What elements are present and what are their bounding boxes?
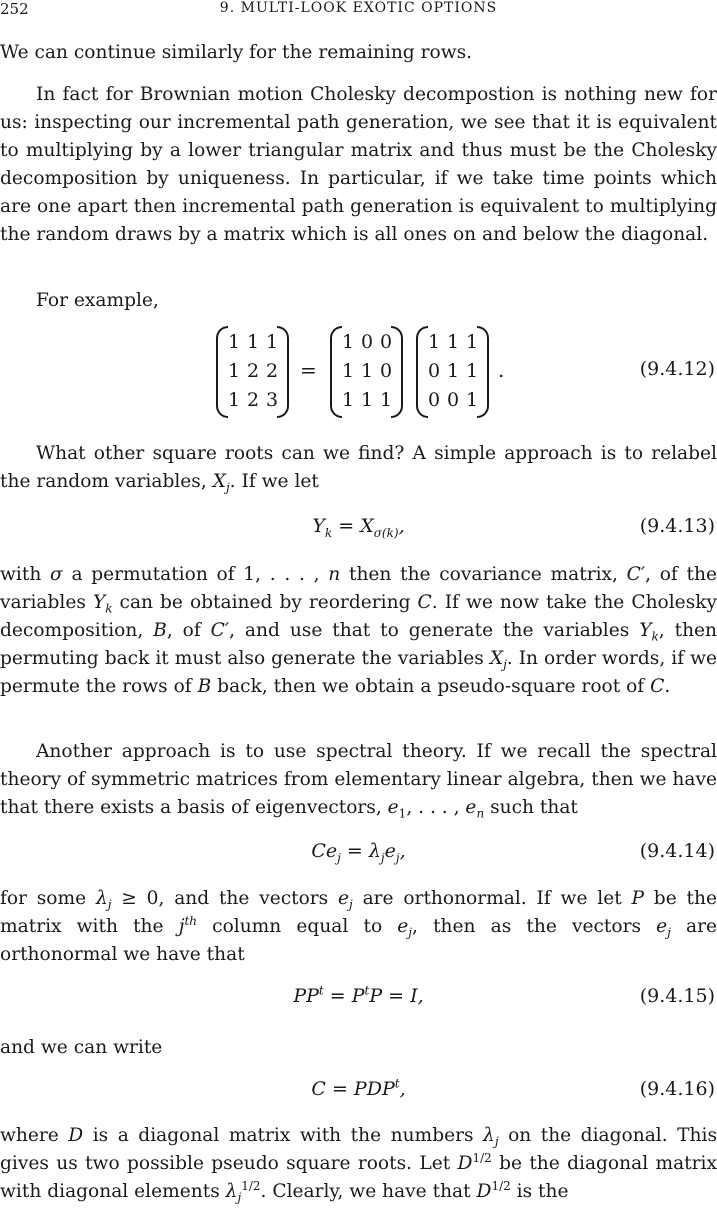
equation-9-4-15: $PP^t = P^tP = I$, (9.4.15) (293, 983, 715, 1007)
matrix-cell: 1 (342, 388, 355, 411)
matrix-cell: 1 (342, 331, 355, 354)
equation-number-9-4-12: (9.4.12) (639, 358, 715, 380)
period: . (498, 358, 505, 382)
matrix-row (342, 358, 391, 384)
matrix-row (228, 358, 277, 384)
page-number: 252 (0, 0, 29, 18)
paragraph-square-roots: What other square roots can we find? A simple approach is to relabel the random variables, $X_j$. If we let (0, 443, 717, 495)
running-title: 9. MULTI-LOOK EXOTIC OPTIONS (219, 0, 498, 16)
matrix-row (428, 387, 477, 413)
equation-number-9-4-15: (9.4.15) (639, 985, 715, 1007)
paragraph-for-example: For example, (36, 290, 159, 311)
matrix-cell: 1 (447, 359, 460, 382)
matrix-cell: 1 (228, 359, 241, 382)
paragraph-spectral: Another approach is to use spectral theory. If we recall the spectral theory of symmetric matrices from elementary linear algebra, then we have that there exists a basis of eigenvectors, $e_1$, . . . , $e_n$ such that (0, 741, 717, 821)
paragraph-diagonal: where D is a diagonal matrix with the numbers $\lambda_j$ on the diagonal. This gives us two possible pseudo square roots. Let $D^{1/2}$ be the diagonal matrix with diagonal elements $\lambda_j^{1/2}$. Clearly, we have that $D^{1/2}$ is the (0, 1125, 717, 1205)
paragraph-permutation: with σ a permutation of 1, . . . , n then the covariance matrix, C′, of the variables $Y_k$ can be obtained by reordering C. If we now take the Cholesky decomposition, B, of C′, and use that to generate the variables $Y_k$, then permuting back it must also generate the variables $X_j$. In order words, if we permute the rows of B back, then we obtain a pseudo-square root of C. (0, 564, 717, 697)
matrix-row (428, 329, 477, 355)
page-header (0, 0, 717, 22)
matrix-row (342, 329, 391, 355)
matrix-cell: 1 (266, 331, 279, 354)
matrix-cell: 1 (361, 359, 374, 382)
paragraph-we-can-write: and we can write (0, 1037, 163, 1058)
equation-9-4-13: $Y_k = X_{\sigma(k)}$, (9.4.13) (312, 515, 715, 540)
equation-number-9-4-14: (9.4.14) (639, 840, 715, 862)
matrix-row (228, 329, 277, 355)
paragraph-orthonormal: for some $\lambda_j \ge 0$, and the vectors $e_j$ are orthonormal. If we let P be the matrix with the $j^{th}$ column equal to $e_j$, then as the vectors $e_j$ are orthonormal we have that (0, 888, 717, 965)
matrix-row (228, 387, 277, 413)
matrix-cell: 1 (466, 331, 479, 354)
matrix-upper (416, 326, 489, 416)
matrix-cell: 1 (428, 331, 441, 354)
matrix-cell: 1 (247, 331, 260, 354)
matrix-cell: 0 (361, 331, 374, 354)
equation-9-4-16: $C = PDP^t$, (9.4.16) (311, 1076, 715, 1100)
matrix-cell: 1 (342, 359, 355, 382)
matrix-cell: 1 (228, 331, 241, 354)
matrix-equation (0, 326, 717, 418)
matrix-cell: 1 (466, 359, 479, 382)
matrix-cell: 1 (361, 388, 374, 411)
matrix-cell: 2 (247, 359, 260, 382)
matrix-row (342, 387, 391, 413)
equation-9-4-14: $Ce_j = \lambda_je_j$, (9.4.14) (311, 840, 715, 865)
matrix-cell: 2 (266, 359, 279, 382)
equation-number-9-4-16: (9.4.16) (639, 1078, 715, 1100)
matrix-cell: 1 (466, 388, 479, 411)
matrix-cell: 3 (266, 388, 279, 411)
matrix-cell: 1 (447, 331, 460, 354)
paragraph-2: In fact for Brownian motion Cholesky decompostion is nothing new for us: inspecting our incremental path generation, we see that it is equivalent to multiplying by a lower triangular matrix and thus must be the Cholesky decomposition by uniqueness. In particular, if we take time points which are one apart then incremental path generation is equivalent to multiplying the random draws by a matrix which is all ones on and below the diagonal. (0, 84, 717, 245)
matrix-cell: 1 (228, 388, 241, 411)
matrix-cell: 1 (380, 388, 393, 411)
equation-number-9-4-13: (9.4.13) (639, 515, 715, 537)
matrix-cell: 0 (428, 359, 441, 382)
matrix-cell: 0 (447, 388, 460, 411)
equals-sign: = (300, 358, 317, 382)
matrix-row (428, 358, 477, 384)
matrix-cell: 0 (380, 359, 393, 382)
matrix-cell: 2 (247, 388, 260, 411)
matrix-lower (330, 326, 403, 416)
matrix-lhs (216, 326, 289, 416)
paragraph-1: We can continue similarly for the remaining rows. (0, 42, 473, 63)
matrix-cell: 0 (380, 331, 393, 354)
matrix-cell: 0 (428, 388, 441, 411)
